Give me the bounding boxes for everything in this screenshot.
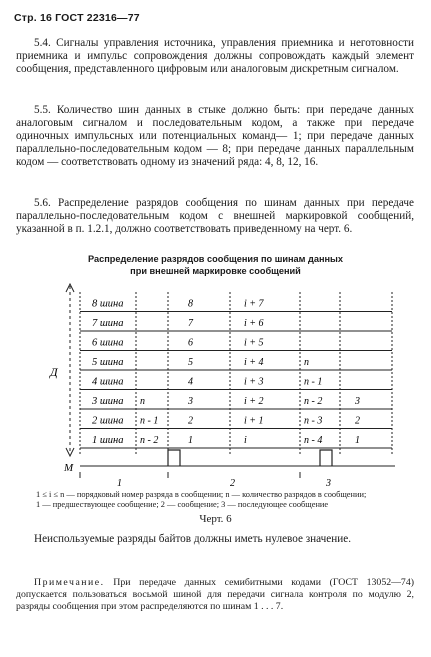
strobe-pulse-2 (320, 450, 332, 466)
note-text: При передаче данных семибитными кодами (ГОСТ 13052—74) допускается пользоваться восьмой шиной для передачи сигнала контроля по модулю 2, разряды сообщения при этом распределяются по шинам 1 . . . 7. (16, 577, 414, 612)
bus-label: 7 шина (92, 318, 124, 329)
chart-legend (36, 490, 416, 510)
bit-cell: 8 (188, 298, 193, 310)
bit-cell: n (304, 357, 309, 368)
bit-cell: i + 2 (244, 396, 264, 407)
note (16, 577, 414, 613)
bit-cell: n - 4 (304, 435, 323, 446)
bit-cell: n - 1 (140, 415, 159, 427)
bit-cell: 2 (188, 415, 193, 427)
bit-cell: i (244, 435, 247, 446)
marker-3-label: 3 (326, 478, 331, 489)
bus-label: 5 шина (92, 357, 124, 368)
bit-cell: 3 (188, 396, 193, 407)
bus-grid (80, 292, 392, 454)
bit-cell: 5 (188, 357, 193, 368)
chart-title (0, 253, 431, 277)
bus-label: 1 шина (92, 435, 124, 446)
bit-cell: n - 2 (140, 435, 159, 446)
bit-cell: 1 (355, 435, 360, 446)
bit-cell: n - 3 (304, 415, 323, 427)
note-label: Примечание. (34, 577, 105, 588)
paragraph-5-5: 5.5. Количество шин данных в стыке должно быть: при передаче данных аналоговым сигналом и последовательным кодом, а также при передаче одиночных импульсных или потенциальных команд— 1; при передаче данных параллельно-последовательным кодом — 8; при передаче данных параллельным кодом — соответствовать одному из значений ряда: 4, 8, 12, 16. (16, 104, 414, 168)
bit-cell: n (140, 396, 145, 407)
bus-label: 2 шина (92, 415, 124, 427)
legend-line-1: 1 ≤ i ≤ n — порядковый номер разряда в сообщении; n — количество разрядов в сообщении; (36, 490, 367, 499)
bit-cell: 4 (188, 376, 193, 388)
bit-cell: 1 (188, 435, 193, 446)
bus-label: 6 шина (92, 337, 124, 349)
d-axis-label: Д (50, 365, 58, 379)
bit-cell: i + 6 (244, 318, 264, 329)
chart-title-line-2: при внешней маркировке сообщений (130, 266, 301, 276)
bit-cell: n - 1 (304, 376, 323, 388)
marker-1-label: 1 (117, 478, 122, 489)
figure-caption: Черт. 6 (199, 513, 232, 525)
paragraph-unused-bits: Неиспользуемые разряды байтов должны иметь нулевое значение. (34, 533, 352, 545)
paragraph-5-6: 5.6. Распределение разрядов сообщения по шинам данных при передаче параллельно-последовательным кодом с внешней маркировкой сообщений, указанной в п. 1.2.1, должно соответствовать приведенному на черт. 6. (16, 197, 414, 235)
bit-cell: 6 (188, 337, 193, 349)
page-header: Стр. 16 ГОСТ 22316—77 (14, 12, 140, 24)
strobe-pulse-1 (168, 450, 180, 466)
bit-cell: i + 3 (244, 376, 264, 388)
bit-cell: 2 (355, 415, 360, 427)
bit-cell: i + 4 (244, 357, 264, 368)
bus-label: 3 шина (92, 396, 124, 407)
legend-line-2: 1 — предшествующее сообщение; 2 — сообщение; 3 — последующее сообщение (36, 500, 329, 509)
bus-label: 8 шина (92, 298, 124, 310)
m-axis-label: М (64, 462, 74, 474)
bit-cell: 7 (188, 318, 193, 329)
bus-label: 4 шина (92, 376, 124, 388)
bit-cell: i + 1 (244, 415, 264, 427)
paragraph-5-4: 5.4. Сигналы управления источника, управления приемника и неготовности приемника и импульс сопровождения должны сопровождать каждый элемент сообщения, представленного цифровым или аналоговым дискретным сигналом. (16, 37, 414, 75)
bit-cell: n - 2 (304, 396, 323, 407)
bit-cell: i + 7 (244, 298, 264, 310)
bit-cell: 3 (355, 396, 360, 407)
bus-distribution-diagram (0, 280, 431, 490)
bit-cell: i + 5 (244, 337, 264, 349)
marker-2-label: 2 (230, 478, 235, 489)
chart-title-line-1: Распределение разрядов сообщения по шинам данных (87, 254, 344, 264)
